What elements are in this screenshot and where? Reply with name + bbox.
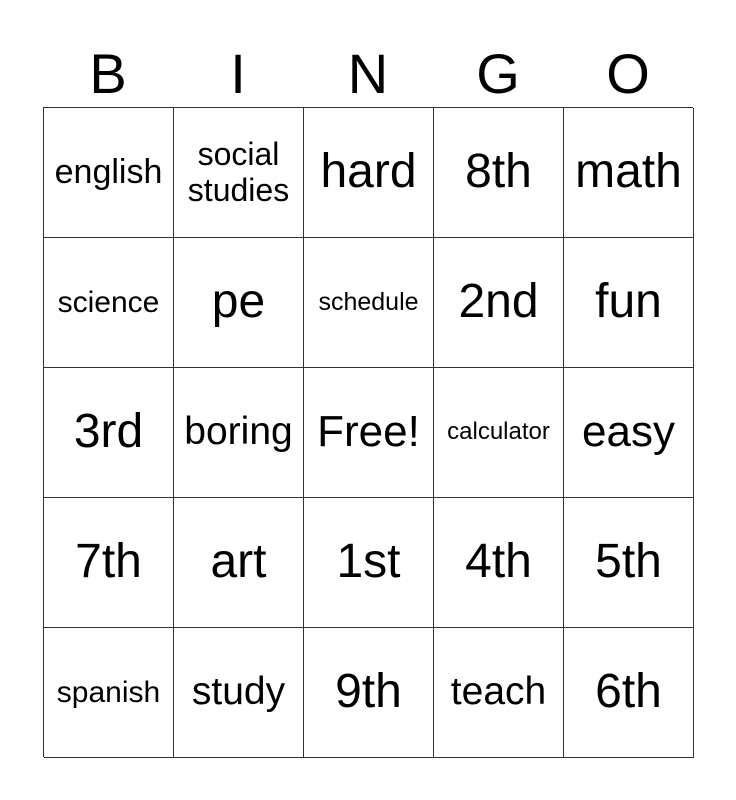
bingo-cell-science[interactable]: science [44,238,174,368]
bingo-cell-7th[interactable]: 7th [44,498,174,628]
bingo-cell-9th[interactable]: 9th [304,628,434,758]
bingo-header [43,40,693,108]
bingo-cell-8th[interactable]: 8th [434,108,564,238]
header-letter-b: B [89,42,127,105]
bingo-board [43,107,693,757]
header-letter-i: I [230,42,246,105]
header-letter-g: G [476,42,520,105]
bingo-cell-pe[interactable]: pe [174,238,304,368]
bingo-cell-1st[interactable]: 1st [304,498,434,628]
bingo-cell-spanish[interactable]: spanish [44,628,174,758]
bingo-cell-social-studies[interactable]: social studies [174,108,304,238]
bingo-cell-fun[interactable]: fun [564,238,694,368]
bingo-cell-english[interactable]: english [44,108,174,238]
bingo-cell-boring[interactable]: boring [174,368,304,498]
bingo-cell-art[interactable]: art [174,498,304,628]
bingo-cell-2nd[interactable]: 2nd [434,238,564,368]
bingo-cell-6th[interactable]: 6th [564,628,694,758]
bingo-cell-5th[interactable]: 5th [564,498,694,628]
bingo-cell-3rd[interactable]: 3rd [44,368,174,498]
bingo-cell-teach[interactable]: teach [434,628,564,758]
bingo-cell-easy[interactable]: easy [564,368,694,498]
bingo-cell-schedule[interactable]: schedule [304,238,434,368]
header-letter-n: N [347,42,389,105]
bingo-cell-study[interactable]: study [174,628,304,758]
bingo-cell-hard[interactable]: hard [304,108,434,238]
bingo-cell-math[interactable]: math [564,108,694,238]
bingo-cell-free[interactable]: Free! [304,368,434,498]
bingo-cell-calculator[interactable]: calculator [434,368,564,498]
header-letter-o: O [606,42,650,105]
bingo-cell-4th[interactable]: 4th [434,498,564,628]
